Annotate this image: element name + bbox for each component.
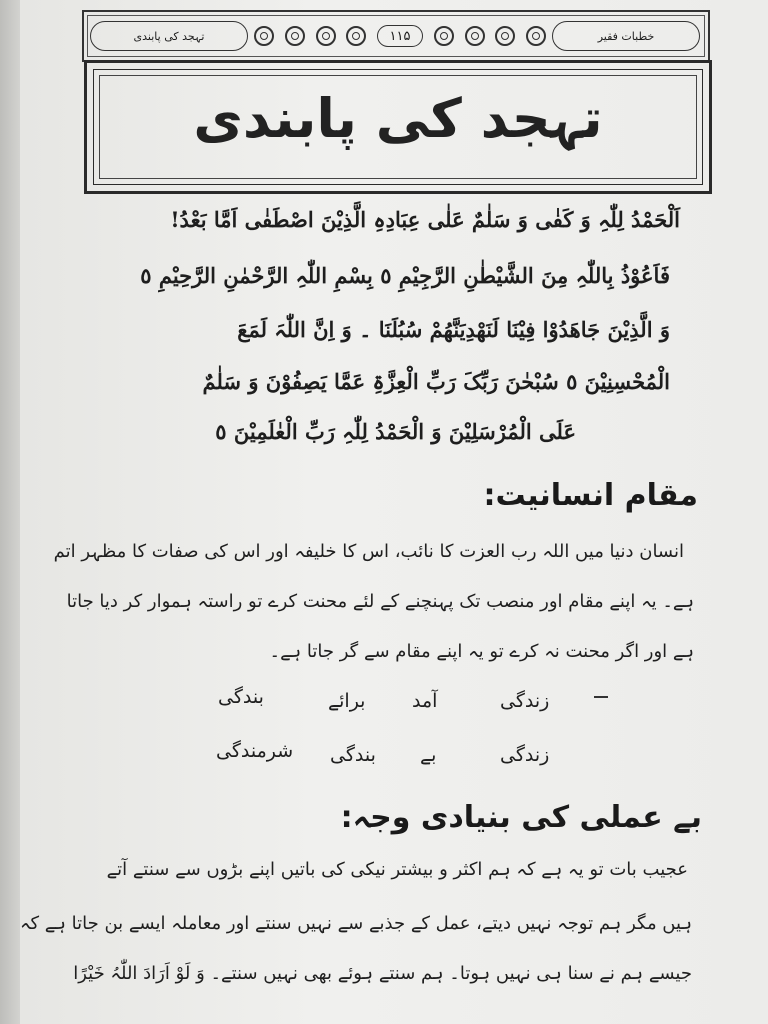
verse-word: زندگی <box>500 744 550 766</box>
paragraph-line: عجیب بات تو یہ ہے کہ ہم اکثر و بیشتر نیکی کی باتیں اپنے بڑوں سے سنتے آتے <box>106 859 688 880</box>
verse-word: بے <box>420 744 437 766</box>
arabic-line-5: عَلَی الْمُرْسَلِیْنَ وَ الْحَمْدُ لِلّٰہِ رَبِّ الْعٰلَمِیْنَ ٥ <box>215 419 576 444</box>
ornament-band <box>254 24 546 48</box>
rosette-icon <box>254 26 274 46</box>
verse-word: برائے <box>328 690 366 712</box>
paragraph-line: ہیں مگر ہم توجہ نہیں دیتے، عمل کے جذبے سے نہیں سنتے اور معاملہ ایسے بن جاتا ہے کہ <box>19 913 692 934</box>
rosette-icon <box>285 26 305 46</box>
book-spine-shadow <box>0 0 20 1024</box>
paragraph-line: انسان دنیا میں اللہ رب العزت کا نائب، اس کا خلیفہ اور اس کی صفات کا مظہر اتم <box>53 541 684 562</box>
verse-word: شرمندگی <box>216 740 294 762</box>
paragraph-line: ہے اور اگر محنت نہ کرے تو یہ اپنے مقام سے گر جاتا ہے۔ <box>269 641 694 662</box>
running-header <box>82 10 710 62</box>
book-title-label: خطبات فقیر <box>552 21 700 51</box>
page-number: ۱۱۵ <box>377 25 423 47</box>
rosette-icon <box>526 26 546 46</box>
arabic-line-1: اَلْحَمْدُ لِلّٰہِ وَ کَفٰی وَ سَلٰمٌ عَلٰی عِبَادِہِ الَّذِیْنَ اصْطَفٰی اَمَّا بَعْدُ! <box>170 207 680 232</box>
paragraph-line: ہے۔ یہ اپنے مقام اور منصب تک پہنچنے کے لئے محنت کرے تو راستہ ہموار کر دیا جاتا <box>66 591 694 612</box>
chapter-title-frame <box>84 60 712 194</box>
rosette-icon <box>465 26 485 46</box>
verse-word: آمد <box>412 690 438 712</box>
chapter-title-label: تہجد کی پابندی <box>90 21 248 51</box>
verse-word: بندگی <box>218 686 264 708</box>
rosette-icon <box>346 26 366 46</box>
section-heading-maqam: مقام انسانیت: <box>483 478 698 513</box>
arabic-line-3: وَ الَّذِیْنَ جَاھَدُوْا فِیْنَا لَنَھْدِیَنَّھُمْ سُبُلَنَا ۔ وَ اِنَّ اللّٰہَ لَمَعَ <box>237 317 670 342</box>
rosette-icon <box>495 26 515 46</box>
section-heading-be-amali: بے عملی کی بنیادی وجہ: <box>340 800 702 835</box>
chapter-title: تہجد کی پابندی <box>193 87 603 150</box>
verse-word: بندگی <box>330 744 376 766</box>
arabic-line-2: فَاَعُوْذُ بِاللّٰہِ مِنَ الشَّیْطٰنِ الرَّجِیْمِ ٥ بِسْمِ اللّٰہِ الرَّحْمٰنِ الرَّحِیْمِ ٥ <box>140 263 670 288</box>
rosette-icon <box>434 26 454 46</box>
arabic-line-4: الْمُحْسِنِیْنَ ٥ سُبْحٰنَ رَبِّکَ رَبِّ الْعِزَّۃِ عَمَّا یَصِفُوْنَ وَ سَلٰمٌ <box>202 369 670 394</box>
verse-word: زندگی <box>500 690 550 712</box>
verse-dash <box>594 696 608 698</box>
paragraph-line: جیسے ہم نے سنا ہی نہیں ہوتا۔ ہم سنتے ہوئے بھی نہیں سنتے۔ وَ لَوْ اَرَادَ اللّٰہُ خَیْرًا <box>73 963 692 984</box>
rosette-icon <box>316 26 336 46</box>
